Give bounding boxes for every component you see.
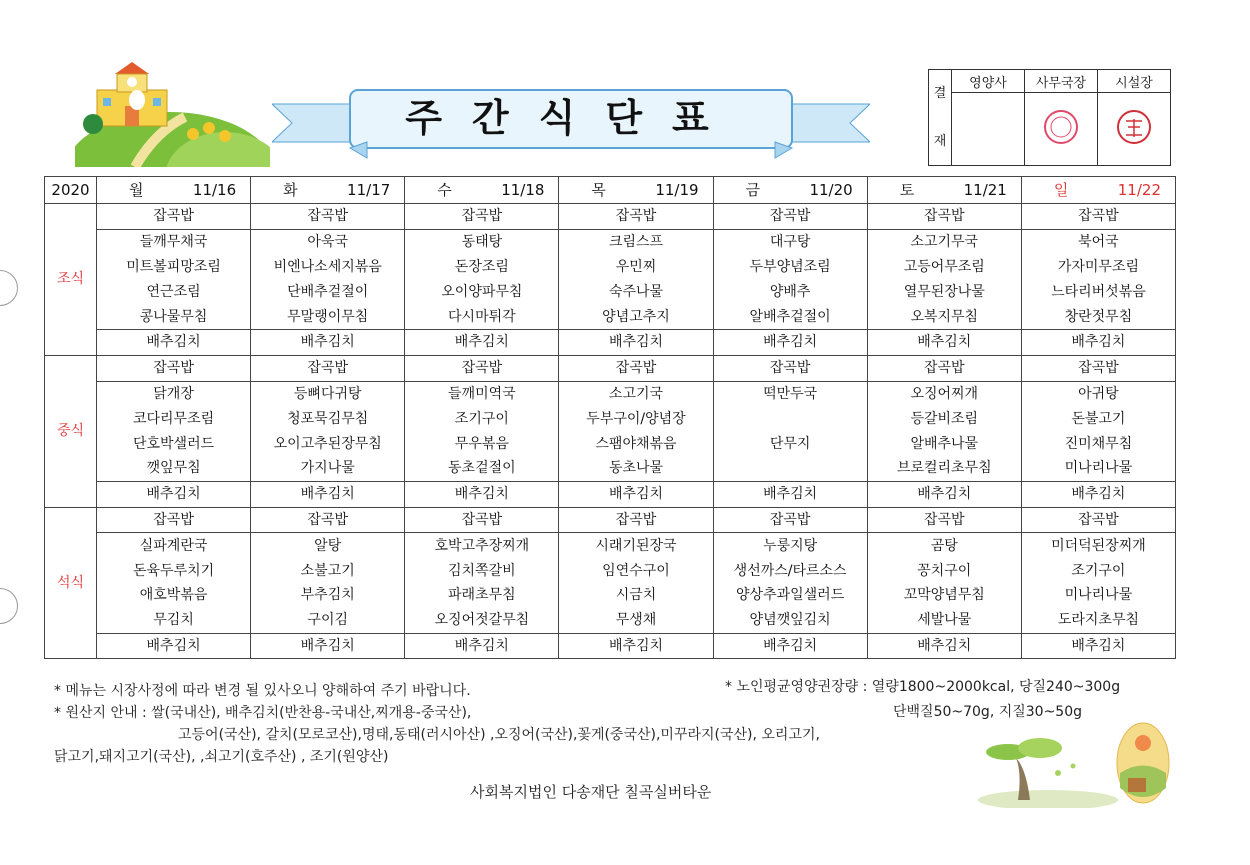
meal-label: 중식 xyxy=(45,355,97,507)
approval-side-top: 결 xyxy=(933,85,947,101)
menu-item: 무생채 xyxy=(559,608,713,633)
menu-item: 잡곡밥 xyxy=(867,204,1021,230)
seal-stamp-icon xyxy=(1114,107,1154,147)
menu-item: 진미채무침 xyxy=(1021,431,1175,456)
menu-item: 조기구이 xyxy=(1021,558,1175,583)
day-header xyxy=(559,177,713,204)
menu-item: 잡곡밥 xyxy=(559,204,713,230)
menu-item: 돈불고기 xyxy=(1021,406,1175,431)
menu-item: 아귀탕 xyxy=(1021,381,1175,406)
menu-item: 양상추과일샐러드 xyxy=(713,583,867,608)
menu-item: 청포묵김무침 xyxy=(251,406,405,431)
menu-item: 곰탕 xyxy=(867,533,1021,558)
menu-row xyxy=(45,608,1176,633)
day-name: 목 xyxy=(591,181,606,199)
menu-item: 배추김치 xyxy=(867,481,1021,507)
menu-item: 잡곡밥 xyxy=(251,355,405,381)
menu-item: 배추김치 xyxy=(713,329,867,355)
menu-item: 배추김치 xyxy=(867,633,1021,659)
day-name: 일 xyxy=(1053,181,1069,199)
day-name: 수 xyxy=(437,181,452,199)
menu-item: 무김치 xyxy=(97,608,251,633)
menu-item: 잡곡밥 xyxy=(713,507,867,533)
menu-item: 애호박볶음 xyxy=(97,583,251,608)
menu-item: 양념고추지 xyxy=(559,304,713,329)
menu-item: 가지나물 xyxy=(251,456,405,481)
menu-item: 돈장조림 xyxy=(405,255,559,280)
menu-item: 양념깻잎김치 xyxy=(713,608,867,633)
menu-item: 미나리나물 xyxy=(1021,456,1175,481)
menu-item: 브로컬리초무침 xyxy=(867,456,1021,481)
menu-item: 소고기국 xyxy=(559,381,713,406)
menu-item: 잡곡밥 xyxy=(713,204,867,230)
menu-item: 미트볼피망조림 xyxy=(97,255,251,280)
menu-item: 무우볶음 xyxy=(405,431,559,456)
menu-item: 소불고기 xyxy=(251,558,405,583)
menu-item: 북어국 xyxy=(1021,229,1175,254)
menu-item: 단배추겉절이 xyxy=(251,279,405,304)
menu-item: 돈육두루치기 xyxy=(97,558,251,583)
menu-item: 배추김치 xyxy=(251,633,405,659)
menu-item: 배추김치 xyxy=(97,481,251,507)
menu-row xyxy=(45,406,1176,431)
menu-item: 임연수구이 xyxy=(559,558,713,583)
menu-item: 세발나물 xyxy=(867,608,1021,633)
note-origin-2: 고등어(국산), 갈치(모로코산),명태,동태(러시아산) ,오징어(국산),꽃게(중국산),미꾸라지(국산), 오리고기, xyxy=(178,727,820,743)
menu-item: 김치쪽갈비 xyxy=(405,558,559,583)
menu-item: 미나리나물 xyxy=(1021,583,1175,608)
menu-item: 가자미무조림 xyxy=(1021,255,1175,280)
day-header xyxy=(97,177,251,204)
menu-item: 잡곡밥 xyxy=(1021,355,1175,381)
menu-item: 동태탕 xyxy=(405,229,559,254)
menu-item: 양배추 xyxy=(713,279,867,304)
menu-item: 콩나물무침 xyxy=(97,304,251,329)
menu-row xyxy=(45,456,1176,481)
menu-item: 동초겉절이 xyxy=(405,456,559,481)
day-name: 금 xyxy=(745,181,761,199)
day-header xyxy=(405,177,559,204)
day-header xyxy=(713,177,867,204)
menu-item: 알탕 xyxy=(251,533,405,558)
menu-item: 다시마튀각 xyxy=(405,304,559,329)
menu-item: 배추김치 xyxy=(251,329,405,355)
meal-label: 석식 xyxy=(45,507,97,659)
menu-row xyxy=(45,533,1176,558)
menu-item: 잡곡밥 xyxy=(97,355,251,381)
approval-role-manager: 사무국장 xyxy=(1025,70,1098,93)
menu-item: 호박고추장찌개 xyxy=(405,533,559,558)
menu-item: 배추김치 xyxy=(405,329,559,355)
menu-item: 연근조림 xyxy=(97,279,251,304)
day-header xyxy=(251,177,405,204)
menu-item: 떡만두국 xyxy=(713,381,867,406)
menu-item: 창란젓무침 xyxy=(1021,304,1175,329)
menu-item: 부추김치 xyxy=(251,583,405,608)
menu-item: 느타리버섯볶음 xyxy=(1021,279,1175,304)
menu-item: 배추김치 xyxy=(1021,329,1175,355)
binder-hole-top xyxy=(0,270,18,306)
weekly-menu-table xyxy=(44,176,1176,659)
approval-role-nutritionist: 영양사 xyxy=(952,70,1025,93)
menu-item: 코다리무조림 xyxy=(97,406,251,431)
menu-row xyxy=(45,583,1176,608)
menu-item: 알배추겉절이 xyxy=(713,304,867,329)
menu-item: 두부구이/양념장 xyxy=(559,406,713,431)
menu-row xyxy=(45,381,1176,406)
menu-item: 오복지무침 xyxy=(867,304,1021,329)
menu-item: 배추김치 xyxy=(867,329,1021,355)
menu-item: 시래기된장국 xyxy=(559,533,713,558)
day-name: 토 xyxy=(899,181,915,199)
menu-item: 열무된장나물 xyxy=(867,279,1021,304)
menu-item: 배추김치 xyxy=(713,633,867,659)
menu-row xyxy=(45,431,1176,456)
menu-item: 배추김치 xyxy=(405,481,559,507)
day-date: 11/18 xyxy=(501,181,545,199)
menu-item: 들깨미역국 xyxy=(405,381,559,406)
page-title: 주간식단표 xyxy=(405,95,739,140)
menu-item: 미더덕된장찌개 xyxy=(1021,533,1175,558)
menu-row xyxy=(45,558,1176,583)
menu-item: 배추김치 xyxy=(1021,481,1175,507)
school-hill-illustration xyxy=(75,62,270,167)
menu-item: 잡곡밥 xyxy=(405,507,559,533)
menu-item: 배추김치 xyxy=(559,481,713,507)
menu-item: 잡곡밥 xyxy=(1021,507,1175,533)
menu-item: 누룽지탕 xyxy=(713,533,867,558)
menu-item: 배추김치 xyxy=(559,633,713,659)
day-date: 11/17 xyxy=(347,181,391,199)
menu-item: 시금치 xyxy=(559,583,713,608)
day-date: 11/16 xyxy=(192,181,237,199)
menu-item: 잡곡밥 xyxy=(867,355,1021,381)
tree-egg-illustration xyxy=(978,718,1178,808)
menu-item: 배추김치 xyxy=(1021,633,1175,659)
approval-signature-nutritionist xyxy=(952,93,1025,166)
day-name: 화 xyxy=(283,181,298,199)
menu-item: 잡곡밥 xyxy=(405,204,559,230)
menu-item: 배추김치 xyxy=(97,633,251,659)
note-menu-change: * 메뉴는 시장사정에 따라 변경 될 있사오니 양해하여 주기 바랍니다. xyxy=(54,683,471,699)
day-date: 11/22 xyxy=(1117,181,1161,199)
menu-row xyxy=(45,507,1176,533)
menu-row xyxy=(45,255,1176,280)
menu-item: 오이양파무침 xyxy=(405,279,559,304)
approval-side-label xyxy=(929,70,952,166)
note-nutrition-2: 단백질50~70g, 지질30~50g xyxy=(893,704,1083,720)
menu-item: 도라지초무침 xyxy=(1021,608,1175,633)
menu-row xyxy=(45,481,1176,507)
menu-item: 잡곡밥 xyxy=(713,355,867,381)
menu-item: 배추김치 xyxy=(251,481,405,507)
day-date: 11/20 xyxy=(809,181,853,199)
menu-item: 단호박샐러드 xyxy=(97,431,251,456)
menu-item: 깻잎무침 xyxy=(97,456,251,481)
organization-name: 사회복지법인 다송재단 칠곡실버타운 xyxy=(470,783,712,801)
menu-item: 오징어찌개 xyxy=(867,381,1021,406)
menu-item: 생선까스/타르소스 xyxy=(713,558,867,583)
menu-item: 단무지 xyxy=(713,431,867,456)
seal-stamp-icon xyxy=(1041,107,1081,147)
menu-item: 잡곡밥 xyxy=(97,204,251,230)
binder-hole-bottom xyxy=(0,588,18,624)
approval-signature-director xyxy=(1098,93,1171,166)
menu-item: 대구탕 xyxy=(713,229,867,254)
menu-item: 잡곡밥 xyxy=(97,507,251,533)
menu-row xyxy=(45,633,1176,659)
day-header xyxy=(867,177,1021,204)
menu-item: 스팸야채볶음 xyxy=(559,431,713,456)
menu-item: 잡곡밥 xyxy=(251,507,405,533)
menu-item: 꽁치구이 xyxy=(867,558,1021,583)
menu-item: 동초나물 xyxy=(559,456,713,481)
menu-item: 두부양념조림 xyxy=(713,255,867,280)
menu-row xyxy=(45,304,1176,329)
menu-item: 고등어무조림 xyxy=(867,255,1021,280)
menu-item: 잡곡밥 xyxy=(559,355,713,381)
menu-item: 조기구이 xyxy=(405,406,559,431)
day-date: 11/19 xyxy=(655,181,699,199)
approval-role-director: 시설장 xyxy=(1098,70,1171,93)
approval-signature-manager xyxy=(1025,93,1098,166)
year-cell: 2020 xyxy=(45,177,97,204)
menu-item: 실파계란국 xyxy=(97,533,251,558)
menu-item: 들깨무채국 xyxy=(97,229,251,254)
menu-item: 닭개장 xyxy=(97,381,251,406)
day-name: 월 xyxy=(129,181,144,199)
menu-row xyxy=(45,355,1176,381)
menu-row xyxy=(45,204,1176,230)
note-origin: * 원산지 안내 : 쌀(국내산), 배추김치(반찬용-국내산,찌개용-중국산), xyxy=(54,705,472,721)
menu-item: 배추김치 xyxy=(405,633,559,659)
menu-item: 잡곡밥 xyxy=(251,204,405,230)
menu-item: 비엔나소세지볶음 xyxy=(251,255,405,280)
menu-item: 알배추나물 xyxy=(867,431,1021,456)
menu-item: 등뼈다귀탕 xyxy=(251,381,405,406)
menu-item: 숙주나물 xyxy=(559,279,713,304)
menu-item: 오이고추된장무침 xyxy=(251,431,405,456)
menu-item: 잡곡밥 xyxy=(405,355,559,381)
menu-item: 우민찌 xyxy=(559,255,713,280)
menu-item: 꼬막양념무침 xyxy=(867,583,1021,608)
menu-item: 아욱국 xyxy=(251,229,405,254)
day-date: 11/21 xyxy=(963,181,1007,199)
menu-row xyxy=(45,279,1176,304)
menu-item: 배추김치 xyxy=(713,481,867,507)
menu-item: 무말랭이무침 xyxy=(251,304,405,329)
menu-item: 잡곡밥 xyxy=(867,507,1021,533)
menu-row xyxy=(45,229,1176,254)
header-row xyxy=(45,177,1176,204)
approval-box xyxy=(928,69,1171,166)
menu-item: 크림스프 xyxy=(559,229,713,254)
menu-item: 잡곡밥 xyxy=(1021,204,1175,230)
menu-item xyxy=(713,456,867,481)
menu-item: 배추김치 xyxy=(97,329,251,355)
menu-item: 등갈비조림 xyxy=(867,406,1021,431)
note-origin-3: 닭고기,돼지고기(국산), ,쇠고기(호주산) , 조기(원양산) xyxy=(54,749,389,765)
menu-item: 잡곡밥 xyxy=(559,507,713,533)
menu-item: 구이김 xyxy=(251,608,405,633)
menu-item: 소고기무국 xyxy=(867,229,1021,254)
day-header xyxy=(1021,177,1175,204)
approval-side-bottom: 재 xyxy=(933,133,947,149)
note-nutrition: * 노인평균영양권장량 : 열량1800~2000kcal, 당질240~300g xyxy=(725,679,1121,695)
menu-item xyxy=(713,406,867,431)
menu-row xyxy=(45,329,1176,355)
menu-item: 파래초무침 xyxy=(405,583,559,608)
meal-label: 조식 xyxy=(45,204,97,356)
menu-item: 배추김치 xyxy=(559,329,713,355)
menu-item: 오징어젓갈무침 xyxy=(405,608,559,633)
